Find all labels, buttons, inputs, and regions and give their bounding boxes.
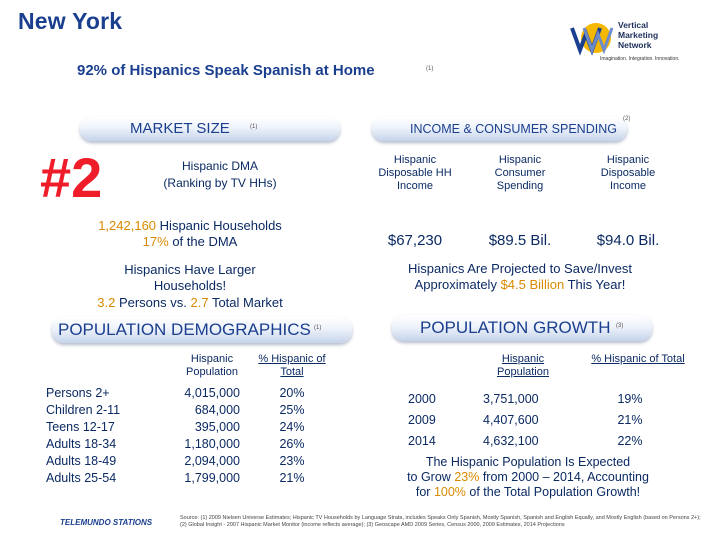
demographics-labels: [46, 385, 166, 487]
table-cell: 19%: [617, 392, 643, 406]
growth-years: [408, 389, 458, 452]
table-cell: 20%: [279, 386, 305, 400]
persons-comparison: 3.2 Persons vs. 2.7 Total Market: [97, 295, 283, 310]
vmn-logo-mark-icon: [570, 20, 618, 58]
income-col-1-label: Hispanic Disposable HH Income: [378, 154, 452, 192]
demographics-col-pct: % Hispanic of Total: [258, 353, 326, 378]
households-line: 1,242,160 Hispanic Households: [98, 218, 282, 233]
save-invest-line1: Hispanics Are Projected to Save/Invest: [407, 261, 632, 276]
demographics-populations: [160, 385, 240, 487]
table-cell: 3,751,000: [483, 392, 539, 406]
page-title: New York: [18, 8, 123, 34]
table-cell: 4,407,600: [483, 413, 539, 427]
table-row: Persons 2+: [46, 386, 110, 400]
table-row: 2014: [408, 434, 436, 448]
subtitle-text: 92% of Hispanics Speak Spanish at Home: [77, 62, 375, 79]
table-cell: 24%: [279, 420, 305, 434]
demographics-col-population: Hispanic Population: [186, 353, 238, 378]
logo-tagline: Imagination. Integration. Innovation.: [600, 56, 680, 62]
growth-col-population: Hispanic Population: [497, 353, 549, 378]
table-cell: 21%: [617, 413, 643, 427]
table-row: Adults 25-54: [46, 471, 117, 485]
logo-wordmark: Vertical Marketing Network: [618, 20, 659, 50]
subtitle: [77, 62, 375, 79]
table-cell: 23%: [279, 454, 305, 468]
vmn-logo: [570, 18, 690, 68]
market-rank: #2: [40, 146, 103, 209]
dma-share-line: 17% of the DMA: [142, 234, 238, 249]
growth-ref: (3): [616, 323, 624, 329]
growth-note-line3: for 100% of the Total Population Growth!: [415, 485, 641, 499]
income-col-3-value: $94.0 Bil.: [596, 232, 660, 249]
growth-heading: POPULATION GROWTH: [420, 318, 611, 337]
table-row: Children 2-11: [46, 403, 121, 417]
save-invest-line2: Approximately $4.5 Billion This Year!: [414, 277, 626, 292]
table-cell: 4,015,000: [184, 386, 240, 400]
table-cell: 395,000: [194, 420, 240, 434]
growth-note-line1: The Hispanic Population Is Expected: [425, 455, 631, 469]
income-heading: INCOME & CONSUMER SPENDING: [410, 122, 617, 136]
growth-percents: [600, 389, 660, 452]
table-cell: 25%: [279, 403, 305, 417]
larger-households-line1: Hispanics Have Larger: [124, 262, 256, 277]
subtitle-ref: (1): [426, 66, 434, 72]
income-col-3-label: Hispanic Disposable Income: [600, 154, 656, 192]
demographics-band: [52, 317, 352, 343]
larger-households-line2: Households!: [153, 278, 227, 293]
table-cell: 684,000: [194, 403, 240, 417]
table-row: Teens 12-17: [46, 420, 115, 434]
table-cell: 1,799,000: [184, 471, 240, 485]
income-band: [372, 117, 627, 141]
sources-footnote: Source: (1) 2009 Nielsen Universe Estimates; Hispanic TV Households by Language Strata, includes Speaks Only Spanish, Mostly Spanish, Spanish and English Equally, and Mostly English (based on Persons 2+); (2) Global Insight - 2007 Hispanic Market Monitor (income reflects average); (3) Geoscape AMD 2009 Series, Census 2000, 2009 Estimates, 2014 Projections: [180, 515, 701, 528]
table-cell: 2,094,000: [184, 454, 240, 468]
demographics-percents: [262, 385, 322, 487]
market-size-band: [80, 117, 340, 141]
table-cell: 1,180,000: [184, 437, 240, 451]
table-row: Adults 18-49: [46, 454, 117, 468]
income-col-2-value: $89.5 Bil.: [488, 232, 552, 249]
market-rank-label: Hispanic DMA (Ranking by TV HHs): [163, 159, 277, 190]
telemundo-logo: TELEMUNDO STATIONS: [60, 518, 153, 527]
growth-note-line2: to Grow 23% from 2000 – 2014, Accounting: [407, 470, 649, 484]
table-row: 2009: [408, 413, 436, 427]
growth-band: [392, 315, 652, 341]
table-cell: 4,632,100: [483, 434, 539, 448]
table-row: 2000: [408, 392, 436, 406]
demographics-ref: (1): [314, 325, 322, 331]
table-row: Adults 18-34: [46, 437, 117, 451]
table-cell: 21%: [279, 471, 305, 485]
income-col-2-label: Hispanic Consumer Spending: [494, 154, 546, 192]
market-size-heading: MARKET SIZE: [130, 120, 230, 137]
table-cell: 22%: [617, 434, 643, 448]
growth-populations: [483, 389, 573, 452]
growth-col-pct: % Hispanic of Total: [591, 353, 685, 365]
market-size-ref: (1): [250, 124, 258, 130]
income-col-1-value: $67,230: [387, 232, 443, 249]
income-ref: (2): [623, 116, 631, 122]
demographics-heading: POPULATION DEMOGRAPHICS: [58, 320, 311, 339]
table-cell: 26%: [279, 437, 305, 451]
